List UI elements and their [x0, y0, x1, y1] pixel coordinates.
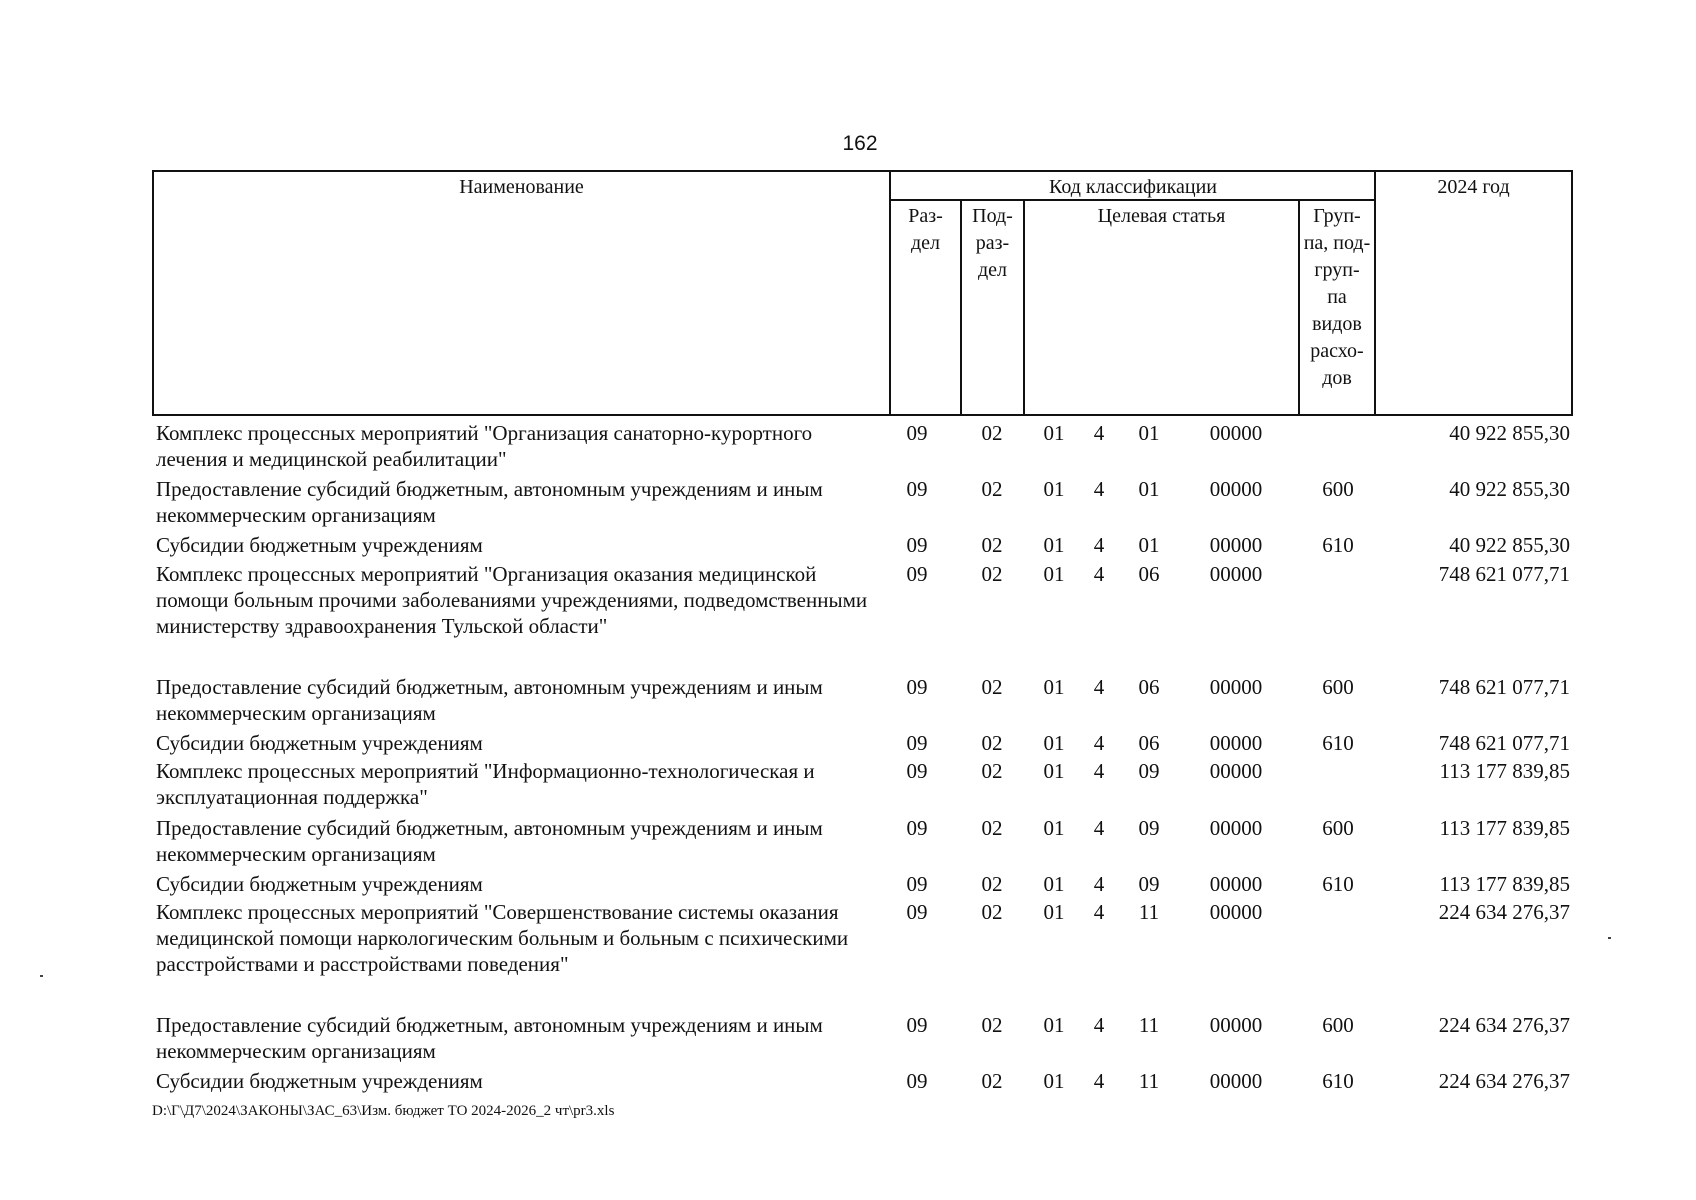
col-target-direction: 00000 — [1209, 816, 1263, 840]
row-amount: 113 177 839,85 — [1439, 816, 1570, 840]
row-amount: 113 177 839,85 — [1439, 872, 1570, 896]
col-target-program: 01 — [1043, 675, 1065, 699]
row-amount: 40 922 855,30 — [1449, 421, 1570, 445]
col-podrazdel: 02 — [981, 533, 1003, 557]
col-podrazdel: 02 — [981, 421, 1003, 445]
row-amount: 40 922 855,30 — [1449, 533, 1570, 557]
footer-file-path: D:\Г\Д7\2024\ЗАКОНЫ\ЗАС_63\Изм. бюджет ТО 2024-2026_2 чт\pr3.xls — [152, 1103, 615, 1119]
col-target-event: 06 — [1138, 731, 1160, 755]
col-podrazdel: 02 — [981, 477, 1003, 501]
col-target-event: 09 — [1138, 816, 1160, 840]
header-target: Целевая статья — [1097, 205, 1226, 227]
col-target-event: 11 — [1138, 1013, 1160, 1037]
col-target-direction: 00000 — [1209, 421, 1263, 445]
col-target-program: 01 — [1043, 421, 1065, 445]
col-podrazdel: 02 — [981, 872, 1003, 896]
col-target-type: 4 — [1093, 731, 1105, 755]
col-expense-group: 610 — [1322, 533, 1354, 557]
scan-speck — [1608, 937, 1611, 939]
col-razdel: 09 — [906, 562, 928, 586]
col-target-program: 01 — [1043, 731, 1065, 755]
col-razdel: 09 — [906, 1069, 928, 1093]
col-target-event: 01 — [1138, 421, 1160, 445]
row-name: Предоставление субсидий бюджетным, автономным учреждениям и иным некоммерческим организациям — [156, 477, 823, 527]
col-expense-group: 610 — [1322, 872, 1354, 896]
col-target-direction: 00000 — [1209, 675, 1263, 699]
row-amount: 40 922 855,30 — [1449, 477, 1570, 501]
col-target-type: 4 — [1093, 759, 1105, 783]
col-target-direction: 00000 — [1209, 1069, 1263, 1093]
row-name: Субсидии бюджетным учреждениям — [156, 1069, 483, 1093]
col-target-type: 4 — [1093, 900, 1105, 924]
col-razdel: 09 — [906, 900, 928, 924]
table-header — [152, 170, 1573, 416]
row-amount: 113 177 839,85 — [1439, 759, 1570, 783]
col-target-event: 11 — [1138, 900, 1160, 924]
row-name: Комплекс процессных мероприятий "Организация оказания медицинской помощи больным прочими заболеваниями учреждениями, подведомственными министерству здравоохранения Тульской области" — [156, 562, 868, 638]
col-target-direction: 00000 — [1209, 477, 1263, 501]
col-target-program: 01 — [1043, 533, 1065, 557]
col-podrazdel: 02 — [981, 900, 1003, 924]
header-code-group: Код классификации — [1048, 176, 1218, 198]
row-name: Комплекс процессных мероприятий "Информационно-технологическая и эксплуатационная поддержка" — [156, 759, 815, 809]
col-podrazdel: 02 — [981, 1013, 1003, 1037]
col-target-type: 4 — [1093, 477, 1105, 501]
col-target-event: 01 — [1138, 533, 1160, 557]
row-name: Комплекс процессных мероприятий "Совершенствование системы оказания медицинской помощи наркологическим больным и больным с психическими расстройствами и расстройствами поведения" — [156, 900, 849, 976]
page-number: 162 — [842, 132, 878, 155]
col-expense-group: 610 — [1322, 731, 1354, 755]
header-divider — [1374, 172, 1376, 414]
col-target-program: 01 — [1043, 816, 1065, 840]
col-target-event: 09 — [1138, 872, 1160, 896]
col-razdel: 09 — [906, 816, 928, 840]
col-razdel: 09 — [906, 421, 928, 445]
col-razdel: 09 — [906, 872, 928, 896]
col-target-direction: 00000 — [1209, 900, 1263, 924]
col-target-direction: 00000 — [1209, 1013, 1263, 1037]
col-target-type: 4 — [1093, 421, 1105, 445]
row-name: Субсидии бюджетным учреждениям — [156, 872, 483, 896]
col-razdel: 09 — [906, 675, 928, 699]
header-year: 2024 год — [1437, 176, 1510, 198]
row-name: Субсидии бюджетным учреждениям — [156, 533, 483, 557]
row-amount: 224 634 276,37 — [1438, 1069, 1570, 1093]
col-podrazdel: 02 — [981, 1069, 1003, 1093]
col-target-direction: 00000 — [1209, 562, 1263, 586]
col-target-event: 11 — [1138, 1069, 1160, 1093]
header-razdel: Раз- дел — [908, 205, 943, 254]
col-target-program: 01 — [1043, 759, 1065, 783]
col-podrazdel: 02 — [981, 731, 1003, 755]
col-podrazdel: 02 — [981, 675, 1003, 699]
header-podrazdel: Под- раз- дел — [972, 205, 1013, 281]
row-name: Предоставление субсидий бюджетным, автономным учреждениям и иным некоммерческим организациям — [156, 816, 823, 866]
col-razdel: 09 — [906, 731, 928, 755]
col-target-type: 4 — [1093, 1013, 1105, 1037]
col-razdel: 09 — [906, 759, 928, 783]
col-expense-group: 600 — [1322, 816, 1354, 840]
row-name: Предоставление субсидий бюджетным, автономным учреждениям и иным некоммерческим организациям — [156, 675, 823, 725]
col-target-program: 01 — [1043, 1069, 1065, 1093]
col-target-type: 4 — [1093, 816, 1105, 840]
col-target-program: 01 — [1043, 562, 1065, 586]
col-razdel: 09 — [906, 533, 928, 557]
col-target-direction: 00000 — [1209, 533, 1263, 557]
col-target-program: 01 — [1043, 1013, 1065, 1037]
col-target-type: 4 — [1093, 872, 1105, 896]
col-target-event: 09 — [1138, 759, 1160, 783]
col-target-direction: 00000 — [1209, 872, 1263, 896]
col-target-type: 4 — [1093, 562, 1105, 586]
col-expense-group: 600 — [1322, 477, 1354, 501]
col-target-program: 01 — [1043, 477, 1065, 501]
col-expense-group: 610 — [1322, 1069, 1354, 1093]
col-razdel: 09 — [906, 1013, 928, 1037]
row-name: Субсидии бюджетным учреждениям — [156, 731, 483, 755]
row-name: Предоставление субсидий бюджетным, автономным учреждениям и иным некоммерческим организациям — [156, 1013, 823, 1063]
col-podrazdel: 02 — [981, 562, 1003, 586]
col-target-direction: 00000 — [1209, 759, 1263, 783]
row-amount: 224 634 276,37 — [1438, 1013, 1570, 1037]
row-amount: 748 621 077,71 — [1438, 675, 1570, 699]
row-amount: 224 634 276,37 — [1438, 900, 1570, 924]
col-expense-group: 600 — [1322, 675, 1354, 699]
col-target-event: 06 — [1138, 675, 1160, 699]
col-target-event: 06 — [1138, 562, 1160, 586]
col-target-direction: 00000 — [1209, 731, 1263, 755]
col-target-type: 4 — [1093, 533, 1105, 557]
col-razdel: 09 — [906, 477, 928, 501]
header-name: Наименование — [459, 176, 584, 198]
row-amount: 748 621 077,71 — [1438, 562, 1570, 586]
col-podrazdel: 02 — [981, 816, 1003, 840]
row-name: Комплекс процессных мероприятий "Организация санаторно-курортного лечения и медицинской реабилитации" — [156, 421, 813, 471]
col-target-event: 01 — [1138, 477, 1160, 501]
col-expense-group: 600 — [1322, 1013, 1354, 1037]
col-target-type: 4 — [1093, 1069, 1105, 1093]
col-target-type: 4 — [1093, 675, 1105, 699]
header-divider — [1023, 200, 1025, 414]
col-podrazdel: 02 — [981, 759, 1003, 783]
col-target-program: 01 — [1043, 872, 1065, 896]
scan-speck — [40, 975, 43, 977]
header-group: Груп- па, под- груп- па видов расхо- дов — [1303, 205, 1371, 389]
col-target-program: 01 — [1043, 900, 1065, 924]
row-amount: 748 621 077,71 — [1438, 731, 1570, 755]
